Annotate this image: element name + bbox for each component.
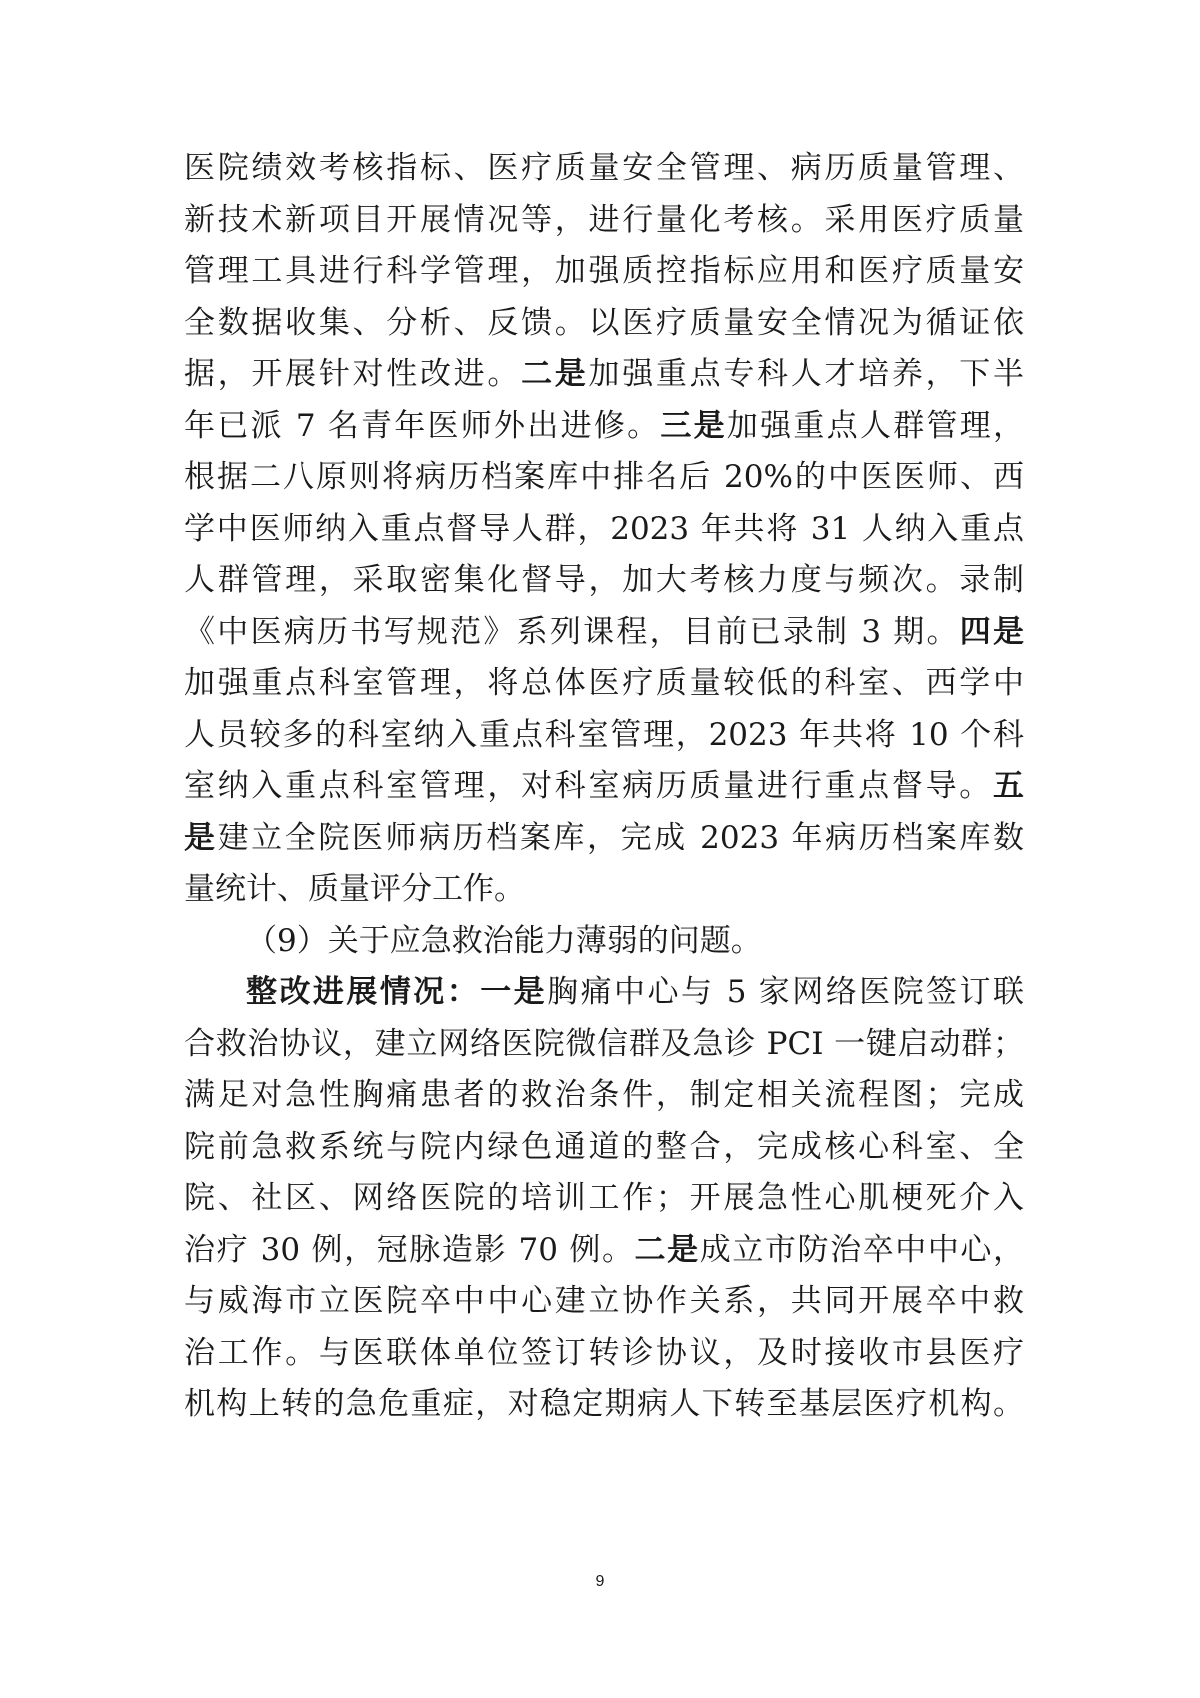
- text-line: [246, 965, 1024, 1019]
- text-line: [184, 193, 1024, 247]
- text-segment: 根据二八原则将病历档案库中排名后 20%的中医医师、西: [184, 459, 1024, 495]
- text-line: [184, 296, 1024, 350]
- text-segment: 与威海市立医院卒中中心建立协作关系，共同开展卒中救: [184, 1283, 1024, 1319]
- text-segment: 管理工具进行科学管理，加强质控指标应用和医疗质量安: [184, 253, 1024, 289]
- text-line: [184, 399, 1024, 453]
- text-segment: 《中医病历书写规范》系列课程，目前已录制 3 期。: [184, 613, 960, 650]
- text-line: [184, 347, 1024, 401]
- text-segment: 胸痛中心与 5 家网络医院签订联: [547, 974, 1024, 1010]
- text-segment: 人群管理，采取密集化督导，加大考核力度与频次。录制: [184, 562, 1024, 598]
- text-line: [184, 605, 1024, 659]
- text-line: [184, 1171, 1024, 1225]
- text-line: [184, 811, 1024, 865]
- text-line: [184, 1120, 1024, 1174]
- text-segment: 室纳入重点科室管理，对科室病历质量进行重点督导。: [184, 768, 993, 804]
- text-segment: 建立全院医师病历档案库，完成 2023 年病历档案库数: [217, 819, 1024, 856]
- text-line: [184, 450, 1024, 504]
- text-line: [246, 914, 1024, 968]
- text-line: [184, 1326, 1024, 1380]
- text-segment: 量统计、质量评分工作。: [184, 871, 525, 907]
- text-line: [184, 502, 1024, 556]
- text-line: [184, 244, 1024, 298]
- text-line: [184, 1377, 1024, 1431]
- bold-text-segment: 二是: [521, 356, 589, 392]
- text-segment: （9）关于应急救治能力薄弱的问题。: [246, 922, 762, 959]
- bold-text-segment: 三是: [660, 407, 727, 444]
- text-segment: 院、社区、网络医院的培训工作；开展急性心肌梗死介入: [184, 1180, 1024, 1216]
- text-line: [184, 1017, 1024, 1071]
- text-segment: 成立市防治卒中中心，: [699, 1231, 1024, 1268]
- text-line: [184, 1223, 1024, 1277]
- text-line: [184, 656, 1024, 710]
- text-line: [184, 141, 1024, 195]
- text-line: [184, 862, 1024, 916]
- page-number: 9: [595, 1573, 605, 1590]
- text-line: [184, 553, 1024, 607]
- text-segment: 加强重点专科人才培养，下半: [588, 356, 1024, 392]
- text-segment: 合救治协议，建立网络医院微信群及急诊 PCI 一键启动群；: [184, 1025, 1024, 1062]
- text-segment: 医院绩效考核指标、医疗质量安全管理、病历质量管理、: [184, 150, 1024, 186]
- text-segment: 治疗 30 例，冠脉造影 70 例。: [184, 1231, 635, 1268]
- text-segment: 治工作。与医联体单位签订转诊协议，及时接收市县医疗: [184, 1334, 1024, 1371]
- text-segment: 新技术新项目开展情况等，进行量化考核。采用医疗质量: [184, 201, 1024, 238]
- text-line: [184, 708, 1024, 762]
- text-segment: 加强重点人群管理，: [726, 407, 1024, 444]
- text-segment: 院前急救系统与院内绿色通道的整合，完成核心科室、全: [184, 1128, 1024, 1165]
- text-segment: 学中医师纳入重点督导人群，2023 年共将 31 人纳入重点: [184, 510, 1024, 547]
- text-segment: 加强重点科室管理，将总体医疗质量较低的科室、西学中: [184, 665, 1024, 701]
- bold-text-segment: 一是: [480, 974, 548, 1010]
- text-line: [184, 759, 1024, 813]
- bold-text-segment: 二是: [634, 1231, 700, 1268]
- bold-text-segment: 整改进展情况：: [246, 974, 481, 1010]
- text-segment: 机构上转的急危重症，对稳定期病人下转至基层医疗机构。: [184, 1386, 1024, 1422]
- bold-text-segment: 五: [993, 768, 1024, 804]
- text-line: [184, 1274, 1024, 1328]
- text-line: [184, 1068, 1024, 1122]
- text-segment: 人员较多的科室纳入重点科室管理，2023 年共将 10 个科: [184, 716, 1024, 753]
- text-segment: 全数据收集、分析、反馈。以医疗质量安全情况为循证依: [184, 304, 1024, 341]
- bold-text-segment: 是: [184, 819, 218, 856]
- text-segment: 据，开展针对性改进。: [184, 356, 522, 392]
- text-segment: 满足对急性胸痛患者的救治条件，制定相关流程图；完成: [184, 1077, 1024, 1113]
- text-segment: 年已派 7 名青年医师外出进修。: [184, 407, 661, 444]
- bold-text-segment: 四是: [959, 613, 1024, 650]
